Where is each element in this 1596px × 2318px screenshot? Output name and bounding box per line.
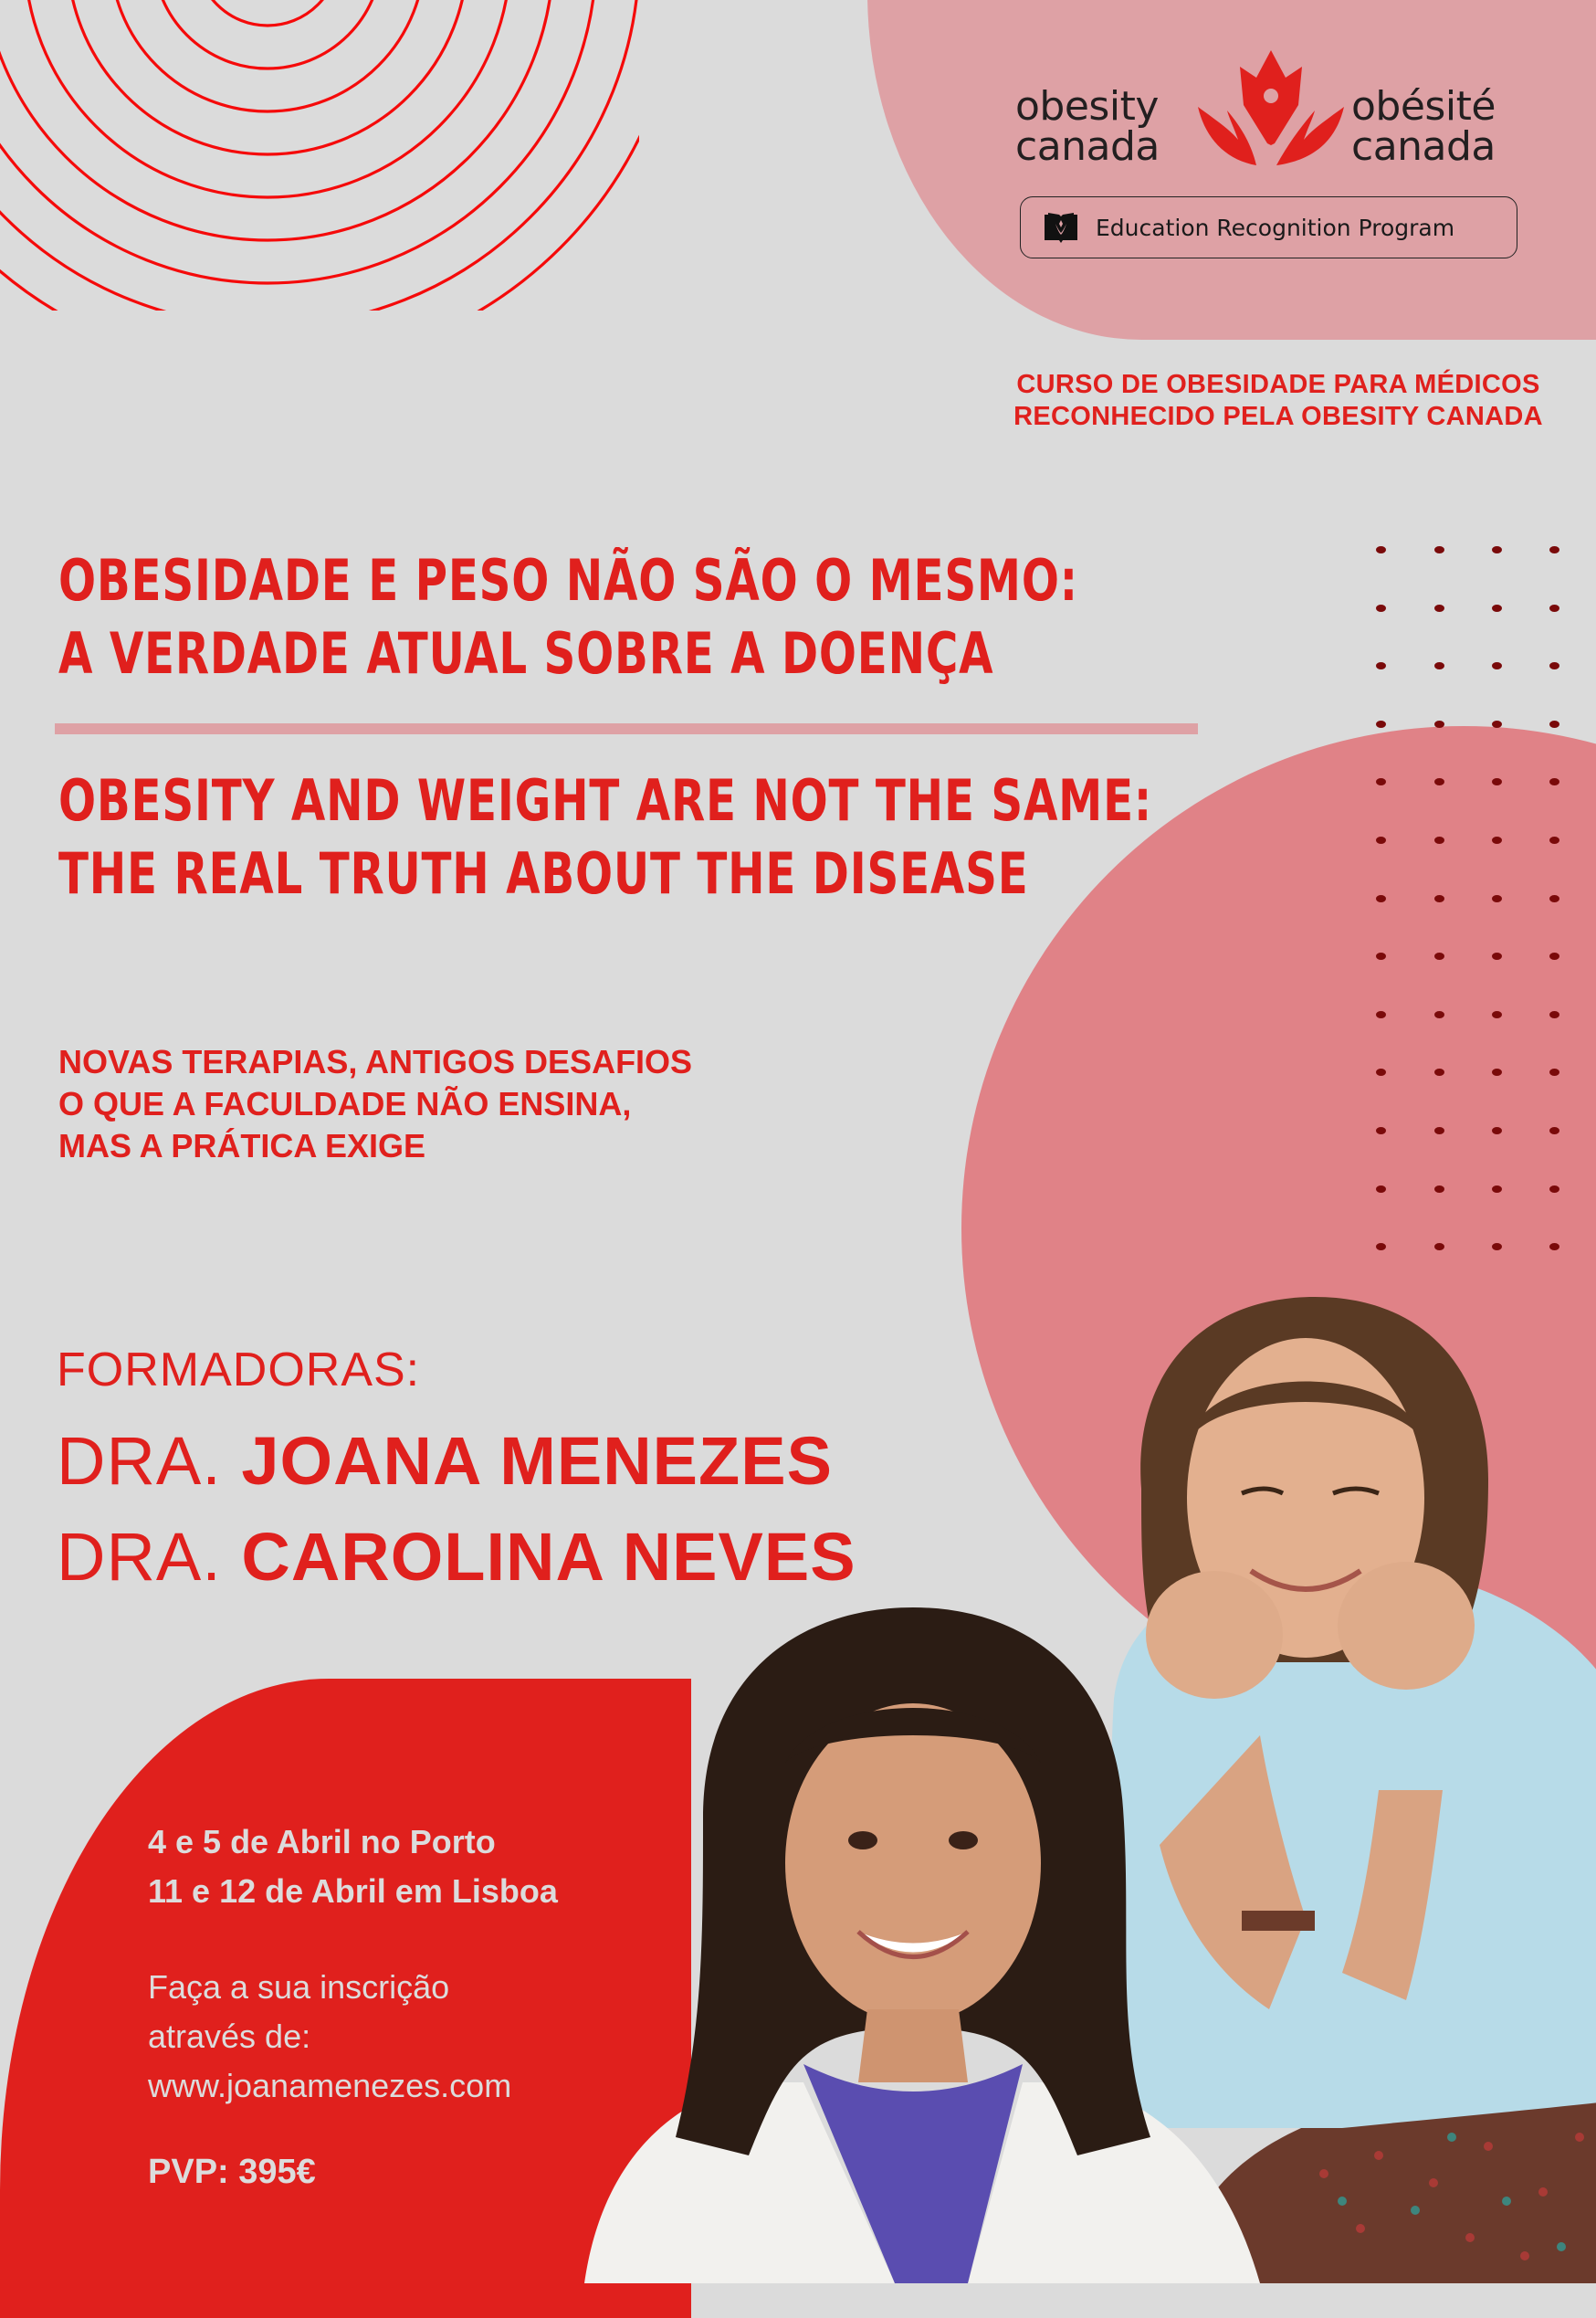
trainer-name: CAROLINA NEVES bbox=[241, 1519, 856, 1595]
dot bbox=[1492, 953, 1502, 960]
maple-leaf-icon bbox=[1198, 50, 1344, 169]
dot bbox=[1549, 605, 1559, 612]
trainer-name: JOANA MENEZES bbox=[241, 1423, 833, 1499]
title-portuguese: OBESIDADE E PESO NÃO SÃO O MESMO: A VERDADE ATUAL SOBRE A DOENÇA bbox=[58, 547, 1078, 687]
dot bbox=[1376, 662, 1386, 669]
logo-text-french: obésité canada bbox=[1351, 83, 1496, 170]
dot bbox=[1376, 895, 1386, 902]
dot bbox=[1492, 1185, 1502, 1193]
dot bbox=[1434, 1069, 1444, 1076]
obesity-canada-logo bbox=[1015, 50, 1527, 169]
open-book-icon bbox=[1043, 211, 1079, 244]
event-dates bbox=[148, 1818, 558, 1916]
trainers-label: FORMADORAS: bbox=[57, 1343, 421, 1396]
title-divider bbox=[55, 723, 1198, 734]
dot bbox=[1376, 605, 1386, 612]
dot bbox=[1376, 721, 1386, 728]
dot bbox=[1549, 1243, 1559, 1250]
price-label: PVP: 395€ bbox=[148, 2153, 316, 2191]
dot bbox=[1434, 1011, 1444, 1018]
course-recognition-note: CURSO DE OBESIDADE PARA MÉDICOS RECONHECIDO PELA OBESITY CANADA bbox=[1013, 370, 1543, 431]
dot bbox=[1434, 1127, 1444, 1134]
education-recognition-badge bbox=[1020, 196, 1517, 258]
trainer-prefix: DRA. bbox=[57, 1519, 222, 1595]
dot bbox=[1376, 778, 1386, 785]
dot bbox=[1549, 662, 1559, 669]
date-lisboa: 11 e 12 de Abril em Lisboa bbox=[148, 1872, 558, 1910]
dot bbox=[1376, 1243, 1386, 1250]
photo-joana-menezes bbox=[566, 1589, 1306, 2283]
dot bbox=[1434, 721, 1444, 728]
dot bbox=[1376, 1127, 1386, 1134]
logo-text-english: obesity canada bbox=[1015, 83, 1160, 170]
dot bbox=[1434, 1243, 1444, 1250]
dot bbox=[1376, 1069, 1386, 1076]
signup-info: Faça a sua inscrição através de: www.joanamenezes.com bbox=[148, 1963, 558, 2111]
event-info bbox=[148, 1818, 558, 2197]
badge-label: Education Recognition Program bbox=[1096, 214, 1455, 241]
dot bbox=[1434, 546, 1444, 553]
dot bbox=[1549, 953, 1559, 960]
dot bbox=[1492, 662, 1502, 669]
dot bbox=[1434, 778, 1444, 785]
dot bbox=[1549, 778, 1559, 785]
trainer-carolina-neves bbox=[57, 1516, 856, 1598]
dot bbox=[1492, 778, 1502, 785]
dot bbox=[1492, 837, 1502, 844]
trainer-prefix: DRA. bbox=[57, 1423, 222, 1499]
dot bbox=[1376, 1011, 1386, 1018]
dot bbox=[1492, 605, 1502, 612]
dot bbox=[1492, 1069, 1502, 1076]
dot bbox=[1549, 1127, 1559, 1134]
dot bbox=[1549, 1069, 1559, 1076]
dot bbox=[1434, 605, 1444, 612]
dot bbox=[1492, 721, 1502, 728]
dot bbox=[1376, 1185, 1386, 1193]
dot bbox=[1434, 953, 1444, 960]
website-link[interactable]: www.joanamenezes.com bbox=[148, 2067, 512, 2104]
dot bbox=[1434, 837, 1444, 844]
title-english: OBESITY AND WEIGHT ARE NOT THE SAME: THE REAL TRUTH ABOUT THE DISEASE bbox=[58, 767, 1153, 907]
date-porto: 4 e 5 de Abril no Porto bbox=[148, 1823, 496, 1860]
dot bbox=[1376, 546, 1386, 553]
dot bbox=[1492, 895, 1502, 902]
dot bbox=[1549, 837, 1559, 844]
dot bbox=[1492, 1243, 1502, 1250]
dot bbox=[1434, 662, 1444, 669]
dot bbox=[1549, 721, 1559, 728]
dot bbox=[1492, 1011, 1502, 1018]
trainer-joana-menezes bbox=[57, 1420, 833, 1502]
dot bbox=[1434, 895, 1444, 902]
dot bbox=[1549, 1185, 1559, 1193]
dot bbox=[1492, 546, 1502, 553]
dot bbox=[1492, 1127, 1502, 1134]
dot bbox=[1376, 953, 1386, 960]
dot bbox=[1434, 1185, 1444, 1193]
dot bbox=[1549, 895, 1559, 902]
dot bbox=[1376, 837, 1386, 844]
dot bbox=[1549, 546, 1559, 553]
course-subtitle: NOVAS TERAPIAS, ANTIGOS DESAFIOS O QUE A FACULDADE NÃO ENSINA, MAS A PRÁTICA EXIGE bbox=[58, 1043, 693, 1164]
dot bbox=[1549, 1011, 1559, 1018]
